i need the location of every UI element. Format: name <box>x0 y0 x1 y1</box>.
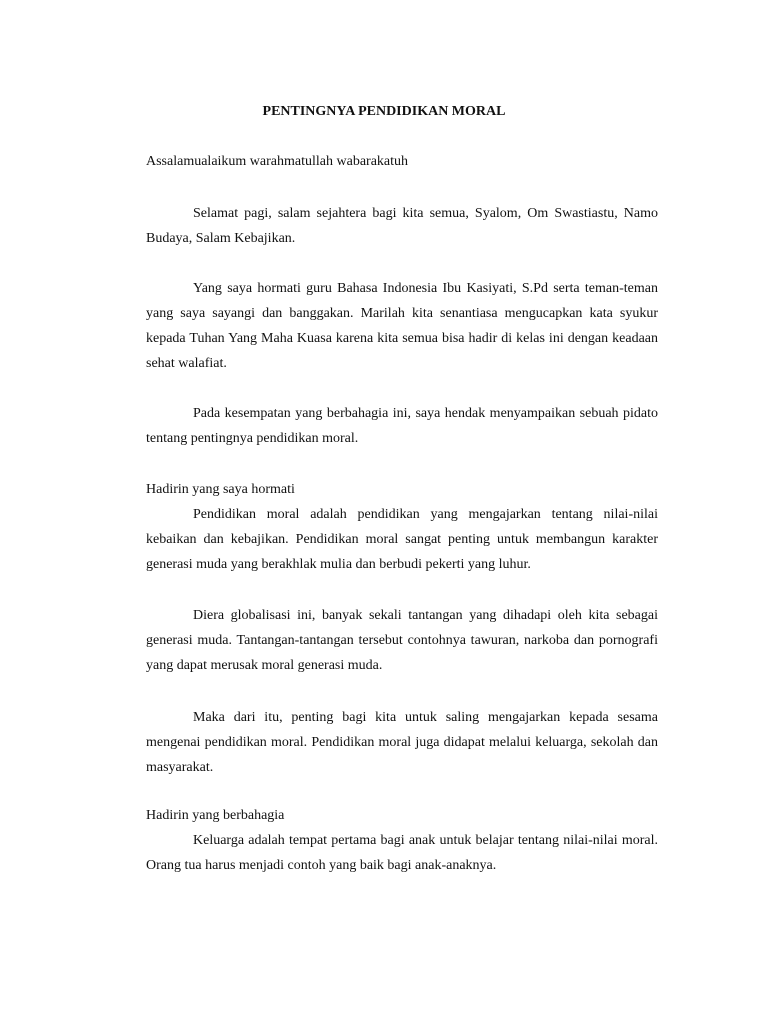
paragraph-kesempatan: Pada kesempatan yang berbahagia ini, saya hendak menyampaikan sebuah pidato tentang pentingnya pendidikan moral. <box>146 406 658 446</box>
document-title: PENTINGNYA PENDIDIKAN MORAL <box>262 104 506 119</box>
paragraph-keluarga: Keluarga adalah tempat pertama bagi anak untuk belajar tentang nilai-nilai moral. Orang tua harus menjadi contoh yang baik bagi anak-anaknya. <box>146 833 658 873</box>
paragraph-salam: Selamat pagi, salam sejahtera bagi kita semua, Syalom, Om Swastiastu, Namo Budaya, Salam Kebajikan. <box>146 206 658 246</box>
paragraph-globalisasi: Diera globalisasi ini, banyak sekali tantangan yang dihadapi oleh kita sebagai generasi muda. Tantangan-tantangan tersebut contohnya tawuran, narkoba dan pornografi yang dapat merusak moral generasi muda. <box>146 608 658 673</box>
section-heading-berbahagia: Hadirin yang berbahagia <box>146 808 285 823</box>
paragraph-definisi: Pendidikan moral adalah pendidikan yang mengajarkan tentang nilai-nilai kebaikan dan kebajikan. Pendidikan moral sangat penting untuk membangun karakter generasi muda yang berakhlak mulia dan berbudi pekerti yang luhur. <box>146 507 658 572</box>
paragraph-mengajarkan: Maka dari itu, penting bagi kita untuk saling mengajarkan kepada sesama mengenai pendidikan moral. Pendidikan moral juga didapat melalui keluarga, sekolah dan masyarakat. <box>146 710 658 775</box>
greeting: Assalamualaikum warahmatullah wabarakatuh <box>146 154 409 169</box>
paragraph-hormat: Yang saya hormati guru Bahasa Indonesia Ibu Kasiyati, S.Pd serta teman-teman yang saya sayangi dan banggakan. Marilah kita senantiasa mengucapkan kata syukur kepada Tuhan Yang Maha Kuasa karena kita semua bisa hadir di kelas ini dengan keadaan sehat walafiat. <box>146 281 658 371</box>
section-heading-hormati: Hadirin yang saya hormati <box>146 482 295 497</box>
